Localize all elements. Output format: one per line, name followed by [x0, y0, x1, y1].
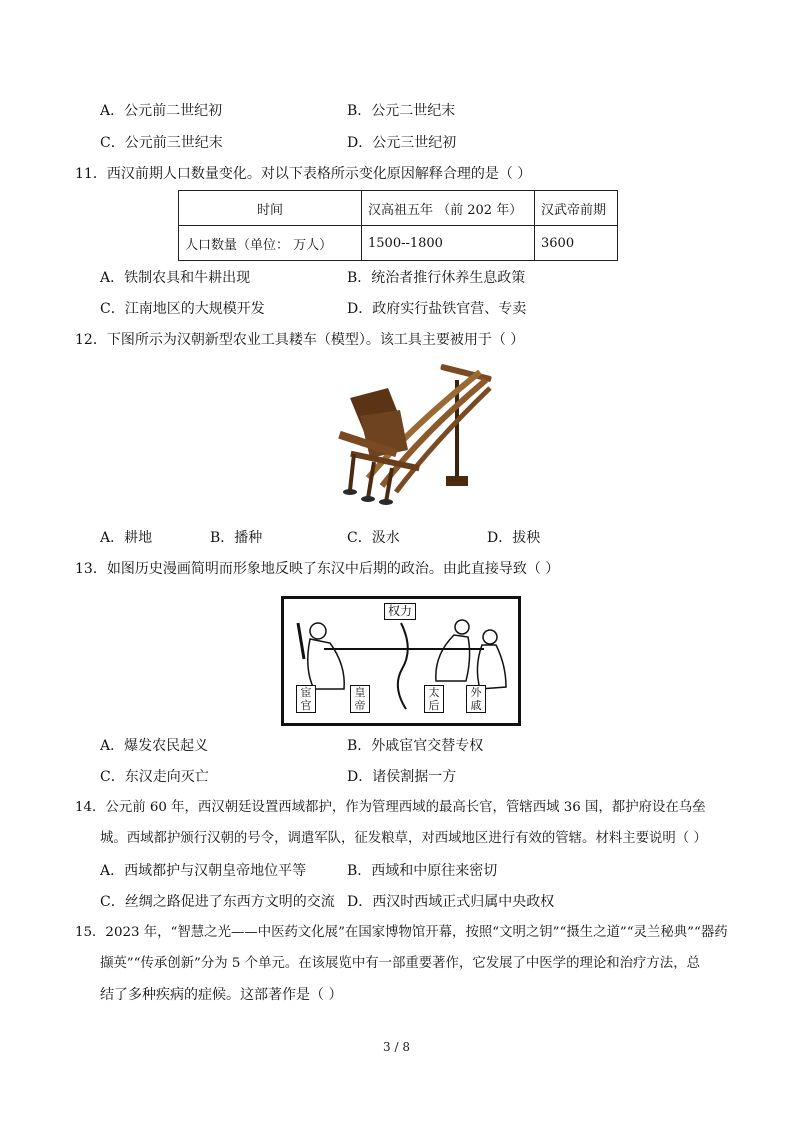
table-header-cell: 汉武帝前期: [535, 191, 618, 226]
cartoon-power-label: 权力: [384, 603, 416, 620]
table-header-row: [179, 191, 618, 226]
cartoon-label-emperor: 皇帝: [350, 685, 370, 713]
table-row: [179, 226, 618, 261]
q11-option-a: A．铁制农具和牛耕出现: [100, 270, 251, 286]
q15-stem-line-3: 结了多种疾病的症候。这部著作是（ ）: [100, 987, 343, 1003]
q14-option-b: B．西域和中原往来密切: [347, 863, 498, 879]
political-cartoon: [281, 596, 521, 726]
population-table: [178, 190, 618, 261]
page-number: 3 / 8: [383, 1040, 410, 1054]
seed-drill-image: [330, 358, 495, 506]
q12-option-a: A．耕地: [100, 530, 153, 546]
q14-stem-line-1: 14．公元前 60 年，西汉朝廷设置西域都护，作为管理西域的最高长官，管辖西域 36 国，都护府设在乌垒: [75, 800, 706, 815]
q15-stem-line-2: 撷英”“传承创新”分为 5 个单元。在该展览中有一部重要著作，它发展了中医学的理论和治疗方法，总: [100, 956, 700, 971]
q11-option-d: D．政府实行盐铁官营、专卖: [347, 301, 527, 317]
q10-option-a: A．公元前二世纪初: [100, 103, 223, 119]
q13-option-c: C．东汉走向灭亡: [100, 769, 209, 785]
q12-option-d: D．拔秧: [487, 530, 541, 546]
table-cell: 1500--1800: [362, 226, 535, 261]
table-cell: 人口数量（单位： 万人）: [179, 226, 362, 261]
q12-stem: 12．下图所示为汉朝新型农业工具耧车（模型）。该工具主要被用于（ ）: [75, 332, 525, 348]
cartoon-label-consort-clan: 外戚: [466, 685, 486, 713]
q13-stem: 13．如图历史漫画简明而形象地反映了东汉中后期的政治。由此直接导致（ ）: [75, 561, 560, 577]
q14-stem-line-2: 城。西域都护颁行汉朝的号令，调遣军队，征发粮草，对西域地区进行有效的管辖。材料主要说明（ ）: [100, 831, 707, 846]
q12-option-b: B．播种: [210, 530, 263, 546]
q10-option-c: C．公元前三世纪末: [100, 135, 223, 151]
q11-option-c: C．江南地区的大规模开发: [100, 301, 265, 317]
q12-option-c: C．汲水: [347, 530, 400, 546]
q13-option-a: A．爆发农民起义: [100, 738, 209, 754]
q11-option-b: B．统治者推行休养生息政策: [347, 270, 526, 286]
table-cell: 3600: [535, 226, 618, 261]
cartoon-label-empress-dowager: 太后: [424, 685, 444, 713]
table-header-cell: 时间: [179, 191, 362, 226]
q13-option-d: D．诸侯割据一方: [347, 769, 457, 785]
q14-option-d: D．西汉时西域正式归属中央政权: [347, 894, 555, 910]
q10-option-d: D．公元三世纪初: [347, 135, 457, 151]
q10-option-b: B．公元二世纪末: [347, 103, 456, 119]
q14-option-a: A．西域都护与汉朝皇帝地位平等: [100, 863, 307, 879]
q13-option-b: B．外戚宦官交替专权: [347, 738, 484, 754]
q11-stem: 11．西汉前期人口数量变化。对以下表格所示变化原因解释合理的是（ ）: [75, 166, 532, 182]
cartoon-label-eunuch: 宦官: [296, 685, 316, 713]
q15-stem-line-1: 15．2023 年，“智慧之光——中医药文化展”在国家博物馆开幕，按照“文明之钥”“摄生之道”“灵兰秘典”“器药: [75, 925, 728, 940]
q14-option-c: C．丝绸之路促进了东西方文明的交流: [100, 894, 335, 910]
table-header-cell: 汉高祖五年 （前 202 年）: [362, 191, 535, 226]
